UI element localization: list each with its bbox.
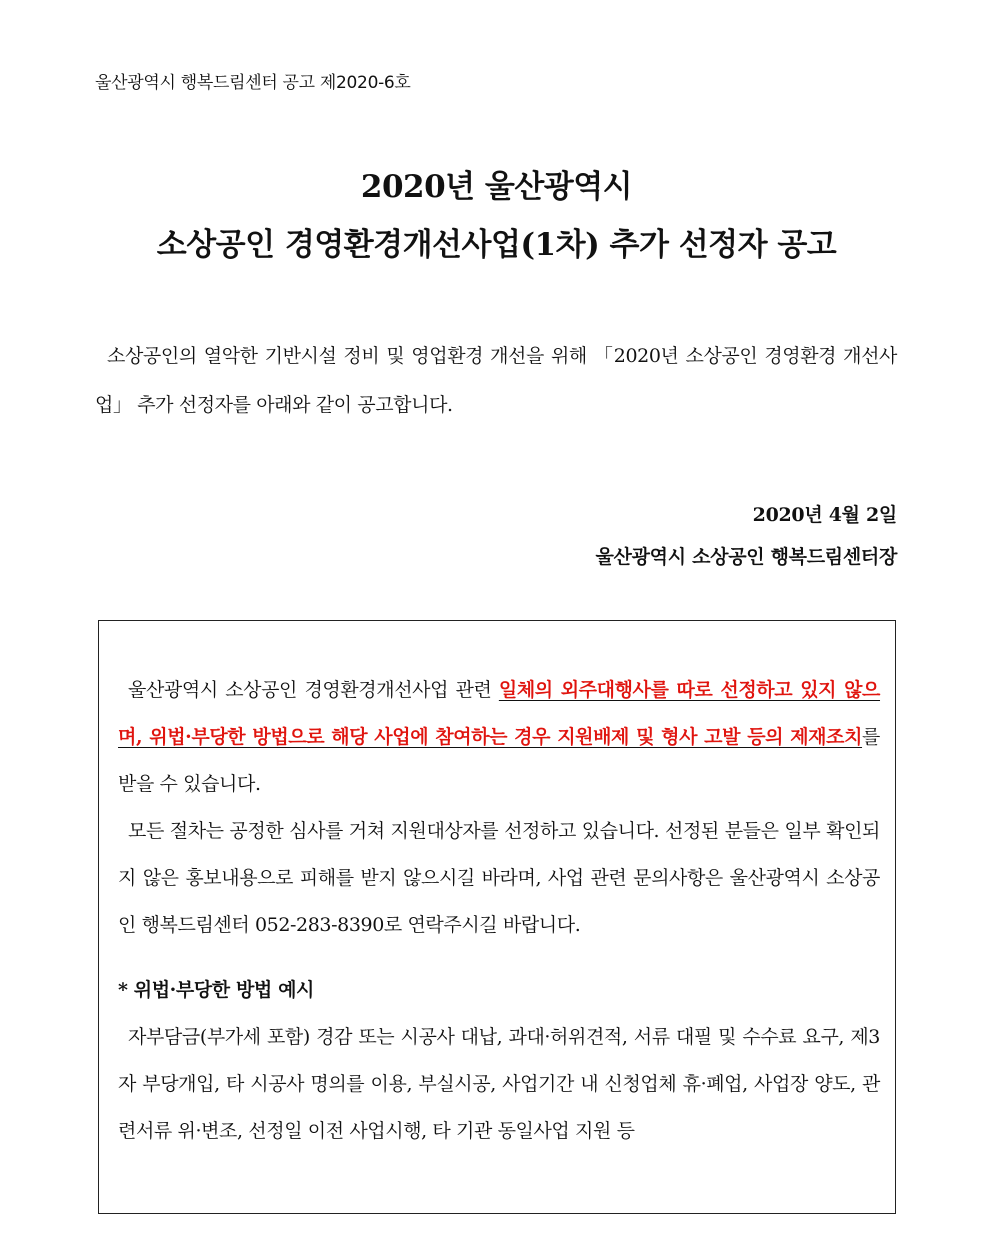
- example-heading: * 위법·부당한 방법 예시: [118, 979, 314, 1001]
- notice-date: 2020년 4월 2일: [752, 504, 897, 526]
- title-line-2: 소상공인 경영환경개선사업(1차) 추가 선정자 공고: [156, 227, 837, 263]
- title-line-1: 2020년 울산광역시: [360, 169, 633, 205]
- procedure-paragraph: 모든 절차는 공정한 심사를 거쳐 지원대상자를 선정하고 있습니다. 선정된 분들은 일부 확인되지 않은 홍보내용으로 피해를 받지 않으시길 바라며, 사업 관련 문의사항은 울산광역시 소상공인 행복드림센터 052-283-8390로 연락주시길 바랍니다.: [118, 820, 880, 936]
- example-paragraph: 자부담금(부가세 포함) 경감 또는 시공사 대납, 과대·허위견적, 서류 대필 및 수수료 요구, 제3자 부당개입, 타 시공사 명의를 이용, 부실시공, 사업기간 내 신청업체 휴·폐업, 사업장 양도, 관련서류 위·변조, 선정일 이전 사업시행, 타 기관 동일사업 지원 등: [118, 1026, 880, 1142]
- issuer-name: 울산광역시 소상공인 행복드림센터장: [595, 546, 897, 568]
- notice-number: 울산광역시 행복드림센터 공고 제2020-6호: [95, 73, 411, 93]
- caution-notice-content: [118, 667, 880, 1155]
- intro-section: [95, 332, 897, 430]
- page-title: [0, 158, 993, 274]
- caution-paragraph: [118, 667, 880, 808]
- caution-suffix: 를 받을 수 있습니다.: [118, 726, 880, 795]
- caution-notice-box: [98, 620, 896, 1214]
- caution-prefix: 울산광역시 소상공인 경영환경개선사업 관련: [128, 679, 499, 701]
- warning-highlight: 일체의 외주대행사를 따로 선정하고 있지 않으며, 위법·부당한 방법으로 해당 사업에 참여하는 경우 지원배제 및 형사 고발 등의 제재조치: [118, 679, 881, 748]
- intro-paragraph: 소상공인의 열악한 기반시설 정비 및 영업환경 개선을 위해 「2020년 소상공인 경영환경 개선사업」 추가 선정자를 아래와 같이 공고합니다.: [95, 345, 897, 416]
- signature-block: [596, 494, 898, 578]
